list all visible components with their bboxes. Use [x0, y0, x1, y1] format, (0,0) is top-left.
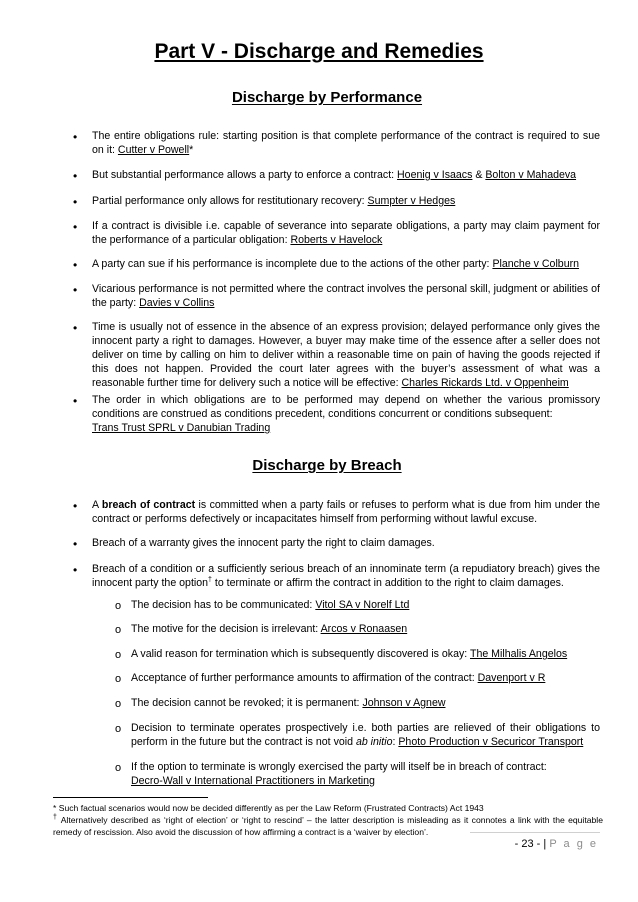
list-item: Vicarious performance is not permitted where the contract involves the personal skill, judgment or abilities of the party: Davies v Collins: [92, 283, 600, 309]
case-citation: Photo Production v Securicor Transport: [398, 736, 584, 748]
case-citation: Arcos v Ronaasen: [320, 623, 408, 635]
case-citation: Trans Trust SPRL v Danubian Trading: [92, 422, 271, 434]
case-citation: Bolton v Mahadeva: [485, 169, 577, 181]
list-item: A breach of contract is committed when a party fails or refuses to perform what is due from him under the contract or performs defectively or incapacitates himself from performing without lawful excuse.: [92, 499, 601, 525]
sub-bullet-icon: o: [115, 723, 122, 735]
case-citation: Johnson v Agnew: [362, 697, 446, 709]
case-citation: Davenport v R: [477, 672, 546, 684]
list-item: Partial performance only allows for restitutionary recovery: Sumpter v Hedges: [92, 195, 456, 207]
bullet-icon: •: [73, 258, 78, 272]
sub-list-item: A valid reason for termination which is subsequently discovered is okay: The Milhalis Angelos: [131, 648, 568, 660]
sub-list-item: Decision to terminate operates prospectively i.e. both parties are relieved of their obligations to perform in the future but the contract is not void ab initio: Photo Production v Securicor Transport: [131, 722, 600, 748]
case-citation: Charles Rickards Ltd. v Oppenheim: [401, 377, 569, 389]
case-citation: Hoenig v Isaacs: [397, 169, 473, 181]
bullet-icon: •: [73, 563, 78, 577]
case-citation: Planche v Colburn: [492, 258, 580, 270]
page-title: Part V - Discharge and Remedies: [154, 40, 484, 63]
case-citation: The Milhalis Angelos: [469, 648, 568, 660]
list-item: The entire obligations rule: starting position is that complete performance of the contract is required to sue on it: Cutter v Powell*: [92, 130, 600, 156]
case-citation: Decro-Wall v International Practitioners in Marketing: [131, 775, 375, 787]
page-number: - 23 - | P a g e: [514, 838, 598, 850]
list-item: Time is usually not of essence in the absence of an express provision; delayed performance only gives the innocent party a right to damages. However, a buyer may make time of the essence after a seller does not deliver on time by calling on him to deliver within a reasonable time on pain of having the goods rejected if this does not happen. Provided the court later agrees with the buyer’s assessment of what was a reasonable further time for delivery such a notice will be effective: Charles Rickards Ltd. v Oppenheim: [92, 321, 600, 389]
breach-heading: Discharge by Breach: [252, 457, 402, 474]
bullet-icon: •: [73, 499, 78, 513]
bullet-icon: •: [73, 321, 78, 335]
sub-bullet-icon: o: [115, 762, 122, 774]
bullet-icon: •: [73, 283, 78, 297]
sub-list-item: If the option to terminate is wrongly exercised the party will itself be in breach of contract: Decro-Wall v International Practitioners in Marketing: [131, 761, 547, 787]
case-citation: Vitol SA v Norelf Ltd: [315, 599, 410, 611]
case-citation: Roberts v Havelock: [290, 234, 383, 246]
case-citation: Sumpter v Hedges: [367, 195, 456, 207]
sub-list-item: The motive for the decision is irrelevant: Arcos v Ronaasen: [131, 623, 408, 635]
case-citation: Cutter v Powell: [117, 144, 190, 156]
sub-bullet-icon: o: [115, 698, 122, 710]
list-item: If a contract is divisible i.e. capable of severance into separate obligations, a party may claim payment for the performance of a particular obligation: Roberts v Havelock: [92, 220, 600, 246]
footnote: * Such factual scenarios would now be decided differently as per the Law Reform (Frustrated Contracts) Act 1943: [53, 803, 484, 813]
list-item: Breach of a condition or a sufficiently serious breach of an innominate term (a repudiatory breach) gives the innocent party the option† to terminate or affirm the contract in addition to the right to claim damages.: [92, 563, 600, 589]
list-item: Breach of a warranty gives the innocent party the right to claim damages.: [92, 537, 435, 549]
sub-bullet-icon: o: [115, 624, 122, 636]
sub-bullet-icon: o: [115, 649, 122, 661]
performance-heading: Discharge by Performance: [231, 89, 423, 106]
list-item: The order in which obligations are to be performed may depend on whether the various promissory conditions are construed as conditions precedent, conditions concurrent or conditions subsequent: Trans Trust SPRL v Danubian Trading: [92, 394, 600, 434]
footnote-divider: [53, 797, 208, 798]
list-item: But substantial performance allows a party to enforce a contract: Hoenig v Isaacs & Bolton v Mahadeva: [92, 169, 577, 181]
sub-bullet-icon: o: [115, 673, 122, 685]
bullet-icon: •: [73, 537, 78, 551]
footnote: † Alternatively described as ‘right of election’ or ‘right to rescind’ – the latter description is misleading as it connotes a link with the equitable remedy of rescission. Also avoid the discussion of how affirming a contract is a ‘waiver by election’.: [53, 814, 603, 837]
sub-bullet-icon: o: [115, 600, 122, 612]
page-number-divider: [470, 832, 600, 833]
bullet-icon: •: [73, 169, 78, 183]
bullet-icon: •: [73, 394, 78, 408]
bullet-icon: •: [73, 220, 78, 234]
sub-list-item: The decision has to be communicated: Vitol SA v Norelf Ltd: [131, 599, 410, 611]
sub-list-item: Acceptance of further performance amounts to affirmation of the contract: Davenport v R: [131, 672, 546, 684]
sub-list-item: The decision cannot be revoked; it is permanent: Johnson v Agnew: [131, 697, 446, 709]
bullet-icon: •: [73, 130, 78, 144]
bullet-icon: •: [73, 195, 78, 209]
list-item: A party can sue if his performance is incomplete due to the actions of the other party: Planche v Colburn: [92, 258, 580, 270]
case-citation: Davies v Collins: [139, 297, 215, 309]
